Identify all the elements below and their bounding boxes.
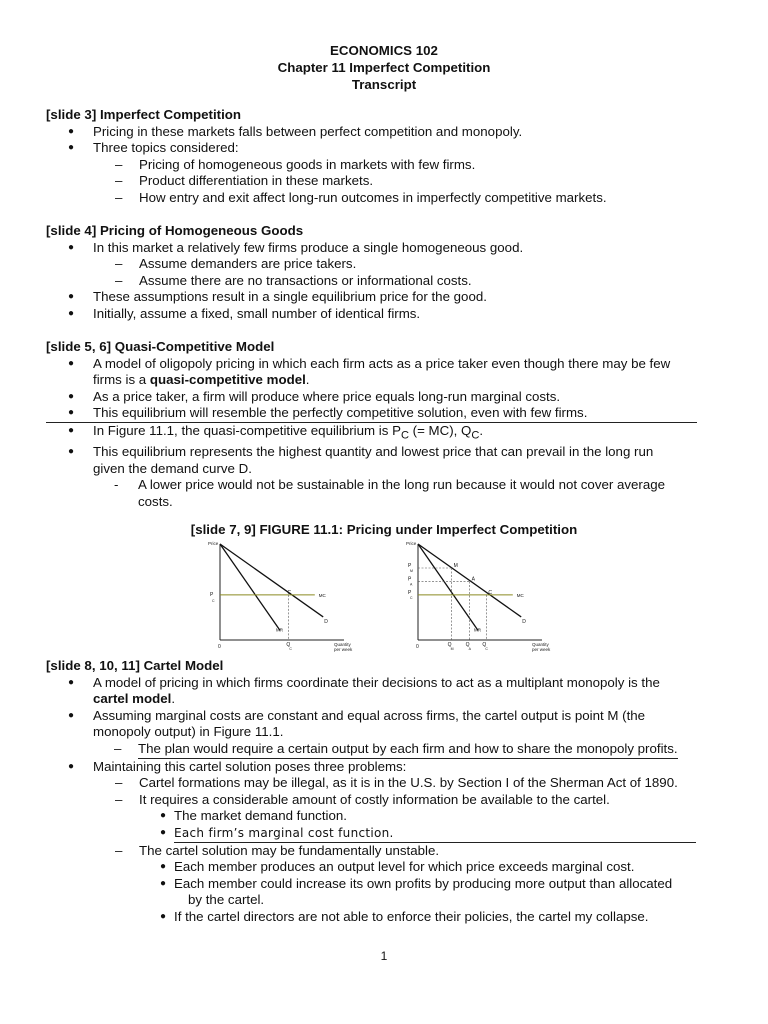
bullet-text: firms is a <box>93 372 150 388</box>
bullet-item: ● Maintaining this cartel solution poses three problems: <box>46 759 726 776</box>
quantity-subscript: M <box>450 647 454 651</box>
sub-bullet-item: ● If the cartel directors are not able to enforce their policies, the cartel my collapse. <box>160 908 649 924</box>
dash-item: – Product differentiation in these markets. <box>115 173 374 189</box>
point-c-label: C <box>488 589 493 596</box>
bullet-item: ● This equilibrium will resemble the perfectly competitive solution, even with few firms. <box>46 405 697 423</box>
section-heading: [slide 5, 6] Quasi-Competitive Model <box>46 339 275 354</box>
sub-bullet-text: The market demand function. <box>174 808 347 824</box>
dash-mark: - <box>114 477 119 493</box>
course-title: ECONOMICS 102 <box>330 43 438 58</box>
section-heading: [slide 3] Imperfect Competition <box>46 107 242 122</box>
price-pc-subscript: C <box>212 598 215 603</box>
dash-item: – The plan would require a certain output by each firm and how to share the monopoly profits. <box>46 741 726 759</box>
dash-item-text: How entry and exit affect long-run outcomes in imperfectly competitive markets. <box>139 189 607 205</box>
dash-item-text: Pricing of homogeneous goods in markets with few firms. <box>139 156 476 172</box>
series-mr-line <box>220 544 280 630</box>
bullet-item: ● Three topics considered: <box>46 140 726 157</box>
bullet-text: . <box>479 422 484 438</box>
doc-type: Transcript <box>351 77 417 92</box>
bullet-text: . <box>171 691 176 707</box>
series-mc-label: MC <box>516 592 524 598</box>
sub-bullet-text: Each member produces an output level for which price exceeds marginal cost. <box>174 859 635 875</box>
bullet-text: . <box>305 372 310 388</box>
series-d-label: D <box>324 618 328 625</box>
sub-bullet-item: ● Each firm’s marginal cost function. <box>46 825 726 843</box>
dash-item-text: Product differentiation in these markets. <box>139 173 374 189</box>
price-pc-label: P <box>210 591 214 598</box>
dash-item-text: It requires a considerable amount of costly information be available to the cartel. <box>139 791 610 807</box>
x-axis-label: per week <box>532 647 551 652</box>
sub-bullet-item: ● The market demand function. <box>160 808 347 824</box>
x-axis-label: Quantity <box>334 642 351 647</box>
y-axis-label: Price <box>406 541 417 546</box>
price-subscript: C <box>410 595 413 600</box>
dash-item-text: Assume there are no transactions or informational costs. <box>139 272 472 288</box>
bullet-text: monopoly output) in Figure 11.1. <box>93 724 284 740</box>
series-mr-label: MR <box>474 627 481 633</box>
price-label: P <box>408 563 412 569</box>
dash-item: – Assume demanders are price takers. <box>115 256 357 272</box>
sub-bullet-item: ● Each member produces an output level for which price exceeds marginal cost. <box>160 859 635 875</box>
dash-item-text: Cartel formations may be illegal, as it is in the U.S. by Section I of the Sherman Act of 1890. <box>139 775 678 791</box>
quantity-label: Q <box>482 642 487 648</box>
bullet-item <box>46 675 726 708</box>
point-c-label: C <box>287 589 292 596</box>
dash-item: – How entry and exit affect long-run outcomes in imperfectly competitive markets. <box>115 189 607 205</box>
section-cartel-model <box>46 658 726 926</box>
price-subscript: M <box>410 569 413 573</box>
bullet-text: This equilibrium represents the highest quantity and lowest price that can prevail in the long run <box>93 444 654 460</box>
series-mr-line <box>418 544 478 630</box>
dash-item-text: The cartel solution may be fundamentally unstable. <box>139 842 440 858</box>
quantity-label: Q <box>465 642 470 648</box>
price-label: P <box>408 589 412 596</box>
bullet-item: ● Initially, assume a fixed, small number of identical firms. <box>46 306 726 323</box>
bullet-item: ● Pricing in these markets falls between perfect competition and monopoly. <box>46 124 726 141</box>
price-subscript: A <box>410 582 413 587</box>
bullet-item: ● In this market a relatively few firms produce a single homogeneous good. <box>46 240 726 257</box>
dash-item: – The cartel solution may be fundamentally unstable. <box>115 842 440 858</box>
x-axis-label: per week <box>334 647 353 652</box>
bullet-item <box>46 444 726 477</box>
term-quasi-competitive-model: quasi-competitive model <box>149 372 306 388</box>
dash-item-text: A lower price would not be sustainable in the long run because it would not cover average <box>138 477 666 493</box>
chart-cartel <box>394 538 564 660</box>
bullet-text: A model of oligopoly pricing in which each firm acts as a price taker even though there may be few <box>93 355 671 371</box>
sub-bullet-text: Each firm’s marginal cost function. <box>174 825 696 843</box>
section-heading: [slide 8, 10, 11] Cartel Model <box>46 658 224 673</box>
subscript: C <box>471 429 480 442</box>
figure-title: [slide 7, 9] FIGURE 11.1: Pricing under Imperfect Competition <box>190 522 578 537</box>
dash-item: – Assume there are no transactions or informational costs. <box>115 272 472 288</box>
dash-item: – Pricing of homogeneous goods in markets with few firms. <box>115 156 476 172</box>
quantity-qc-label: Q <box>286 642 291 648</box>
quantity-subscript: A <box>468 647 471 651</box>
bullet-item: ● As a price taker, a firm will produce where price equals long-run marginal costs. <box>46 389 726 406</box>
term-cartel-model: cartel model <box>93 691 172 707</box>
series-d-label: D <box>522 618 526 625</box>
chapter-title: Chapter 11 Imperfect Competition <box>277 60 491 75</box>
dash-item <box>46 477 726 510</box>
section-homogeneous-goods <box>46 223 726 323</box>
page-number: 1 <box>380 949 388 963</box>
bullet-text: (= MC), Q <box>408 422 472 438</box>
section-heading: [slide 4] Pricing of Homogeneous Goods <box>46 223 304 238</box>
chart-quasi-competitive <box>196 538 366 660</box>
bullet-item <box>46 708 726 741</box>
dash-item: – Cartel formations may be illegal, as it is in the U.S. by Section I of the Sherman Act of 1890. <box>115 775 678 791</box>
bullet-text: given the demand curve D. <box>93 460 252 476</box>
sub-bullet-text: by the cartel. <box>188 892 265 908</box>
subscript: C <box>400 429 409 442</box>
bullet-text: In Figure 11.1, the quasi-competitive equilibrium is P <box>93 422 401 438</box>
bullet-item <box>46 356 726 389</box>
dash-item: – It requires a considerable amount of costly information be available to the cartel. <box>115 791 610 807</box>
series-mc-label: MC <box>318 592 326 598</box>
price-label: P <box>408 576 412 583</box>
bullet-item <box>46 423 726 444</box>
quantity-label: Q <box>447 642 452 648</box>
document-header <box>0 42 768 93</box>
sub-bullet-text: Each member could increase its own profits by producing more output than allocated <box>174 875 673 891</box>
sub-bullet-text: If the cartel directors are not able to enforce their policies, the cartel my collapse. <box>174 908 649 924</box>
series-d-line <box>220 544 323 617</box>
x-axis-label: Quantity <box>532 642 549 647</box>
origin-label: 0 <box>218 644 221 650</box>
series-mr-label: MR <box>276 627 283 633</box>
sub-bullet-item: ● Each member could increase its own profits by producing more output than allocated by the cartel. <box>160 875 673 908</box>
point-a-label: A <box>471 576 475 583</box>
quantity-subscript: C <box>485 647 488 651</box>
origin-label: 0 <box>416 644 419 650</box>
point-m-label: M <box>453 563 458 569</box>
bullet-text: A model of pricing in which firms coordinate their decisions to act as a multiplant monopoly is the <box>93 674 660 690</box>
bullet-item: ● These assumptions result in a single equilibrium price for the good. <box>46 289 726 306</box>
dash-item-text: The plan would require a certain output by each firm and how to share the monopoly profits. <box>138 741 678 759</box>
section-imperfect-competition <box>46 107 726 207</box>
quantity-qc-subscript: C <box>289 647 292 651</box>
section-quasi-competitive-model <box>46 339 726 511</box>
y-axis-label: Price <box>208 541 219 546</box>
dash-item-text: costs. <box>138 494 173 509</box>
bullet-text: Assuming marginal costs are constant and equal across firms, the cartel output is point M (the <box>93 707 646 723</box>
dash-item-text: Assume demanders are price takers. <box>139 256 357 272</box>
